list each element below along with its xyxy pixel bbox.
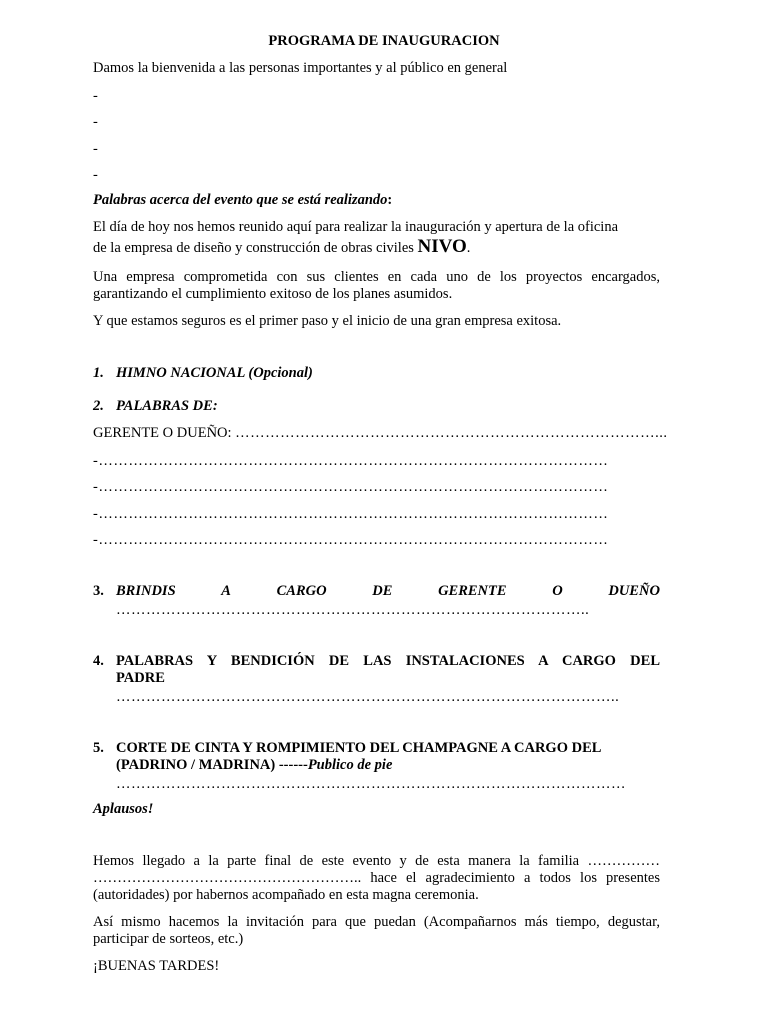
program-item-2	[93, 397, 218, 415]
item-note: Publico de pie	[307, 757, 393, 773]
item-text: PALABRAS Y BENDICIÓN DE LAS INSTALACIONES A CARGO DEL	[116, 653, 660, 669]
manager-label: GERENTE O DUEÑO:	[93, 425, 236, 441]
speaker-line: -…………………………………………………………………………………………	[93, 479, 609, 495]
words-heading-colon: :	[387, 192, 393, 208]
words-heading-text: Palabras acerca del evento que se está realizando	[93, 192, 388, 208]
item-number: 2.	[93, 398, 104, 414]
intro-period: .	[466, 240, 471, 256]
dash-line: -	[93, 141, 98, 157]
program-item-4	[93, 652, 660, 670]
item-word: CARGO	[276, 583, 327, 599]
closing-line-2: ……………………………………………….. hace el agradecimiento a todos los presentes	[93, 870, 660, 886]
welcome-text: Damos la bienvenida a las personas importantes y al público en general	[93, 60, 508, 76]
item-3-dots: …………………………………………………………………………………..	[116, 602, 590, 618]
closing-line-1: Hemos llegado a la parte final de este evento y de esta manera la familia ……………	[93, 853, 660, 869]
manager-dots: …………………………………………………………………………...	[235, 425, 668, 441]
item-text: HIMNO NACIONAL (Opcional)	[116, 365, 313, 381]
item-word: O	[552, 583, 563, 599]
intro-paragraph-2-line-2: garantizando el cumplimiento exitoso de los planes asumidos.	[93, 286, 453, 302]
farewell-text: ¡BUENAS TARDES!	[93, 958, 220, 974]
item-word: DE	[372, 583, 393, 599]
words-heading	[93, 191, 392, 209]
item-number: 4.	[93, 653, 104, 669]
program-item-1	[93, 364, 313, 382]
brand-name: NIVO	[417, 236, 467, 257]
program-item-3	[93, 582, 660, 600]
item-number: 1.	[93, 365, 104, 381]
item-text: (PADRINO / MADRINA) ------	[116, 757, 308, 773]
program-item-5	[93, 739, 601, 757]
dash-line: -	[93, 88, 98, 104]
intro-text: de la empresa de diseño y construcción de obras civiles	[93, 240, 418, 256]
document-title: PROGRAMA DE INAUGURACION	[268, 33, 500, 49]
item-word: DUEÑO	[608, 583, 660, 599]
dash-line: -	[93, 167, 98, 183]
closing-line-3: (autoridades) por habernos acompañado en esta magna ceremonia.	[93, 887, 479, 903]
item-4-line-2: PADRE	[116, 670, 165, 686]
item-word: A	[221, 583, 231, 599]
item-4-dots: ………………………………………………………………………………………..	[116, 689, 620, 705]
speaker-line: -…………………………………………………………………………………………	[93, 532, 609, 548]
dash-line: -	[93, 114, 98, 130]
item-word: GERENTE	[438, 583, 507, 599]
invite-line-1: Así mismo hacemos la invitación para que puedan (Acompañarnos más tiempo, degustar,	[93, 914, 660, 930]
item-number: 5.	[93, 740, 104, 756]
invite-line-2: participar de sorteos, etc.)	[93, 931, 244, 947]
speaker-line: -…………………………………………………………………………………………	[93, 506, 609, 522]
manager-line	[93, 424, 668, 442]
item-text: CORTE DE CINTA Y ROMPIMIENTO DEL CHAMPAGNE A CARGO DEL	[116, 740, 602, 756]
applause-text: Aplausos!	[93, 801, 154, 817]
intro-paragraph-2-line-1: Una empresa comprometida con sus clientes en cada uno de los proyectos encargados,	[93, 269, 660, 285]
intro-paragraph-3: Y que estamos seguros es el primer paso y el inicio de una gran empresa exitosa.	[93, 313, 562, 329]
intro-paragraph-1-line-1: El día de hoy nos hemos reunido aquí para realizar la inauguración y apertura de la oficina	[93, 219, 619, 235]
speaker-line: -…………………………………………………………………………………………	[93, 453, 609, 469]
item-3-heading	[93, 582, 660, 600]
item-text: PALABRAS DE:	[116, 398, 218, 414]
intro-paragraph-1-line-2	[93, 238, 470, 257]
item-5-dots: …………………………………………………………………………………………	[116, 776, 626, 792]
item-5-line-2	[116, 756, 392, 774]
item-number: 3. BRINDIS	[93, 583, 176, 599]
